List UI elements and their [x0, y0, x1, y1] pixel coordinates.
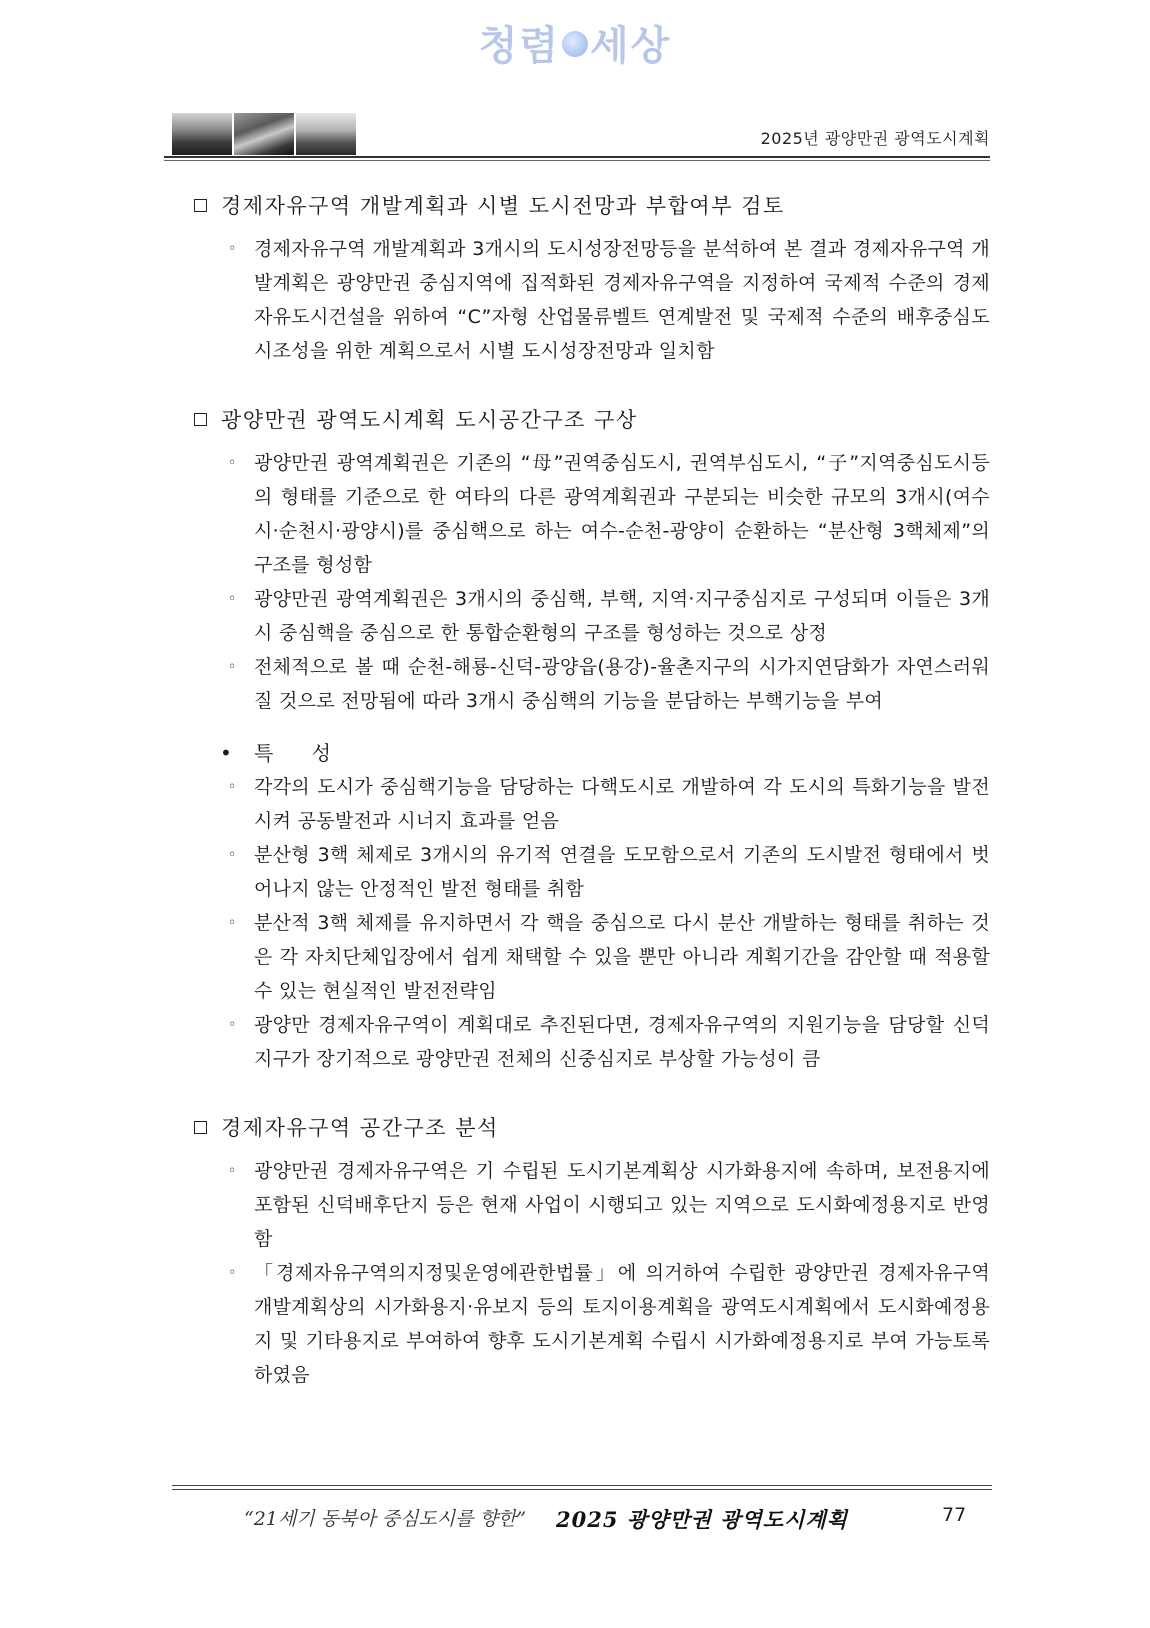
- list-item: ◦ 분산형 3핵 체제로 3개시의 유기적 연결을 도모함으로서 기존의 도시발전 형태에서 벗어나지 않는 안정적인 발전 형태를 취함: [194, 838, 990, 906]
- circle-bullet-icon: ◦: [228, 591, 237, 607]
- document-body: [194, 190, 990, 1392]
- checkbox-bullet-icon: [194, 1121, 207, 1134]
- list-item: ◦ 광양만 경제자유구역이 계획대로 추진된다면, 경제자유구역의 지원기능을 담당할 신덕지구가 장기적으로 광양만권 전체의 신중심지로 부상할 가능성이 큼: [194, 1008, 990, 1076]
- header-rule-thin: [164, 160, 990, 161]
- watermark-logo: [0, 14, 1150, 71]
- watermark-left: 청렴: [478, 23, 560, 69]
- list-item: ◦ 경제자유구역 개발계획과 3개시의 도시성장전망등을 분석하여 본 결과 경제자유구역 개발계획은 광양만권 중심지역에 집적화된 경제자유구역을 지정하여 국제적 수준의 경제자유도시건설을 위하여 “C”자형 산업물류벨트 연계발전 및 국제적 수준의 배후중심도시조성을 위한 계획으로서 시별 도시성장전망과 일치함: [194, 232, 990, 368]
- header-photo-2: [234, 113, 294, 155]
- circle-bullet-icon: ◦: [228, 915, 237, 931]
- list-item: ◦ 전체적으로 볼 때 순천-해룡-신덕-광양읍(용강)-율촌지구의 시가지연담화가 자연스러워 질 것으로 전망됨에 따라 3개시 중심핵의 기능을 분담하는 부핵기능을 부여: [194, 650, 990, 718]
- circle-bullet-icon: ◦: [228, 847, 237, 863]
- globe-icon: [562, 31, 588, 57]
- list-item: ◦ 광양만권 광역계획권은 기존의 “母”권역중심도시, 권역부심도시, “子”지역중심도시등의 형태를 기준으로 한 여타의 다른 광역계획권과 구분되는 비슷한 규모의 3개시(여수시·순천시·광양시)를 중심핵으로 하는 여수-순천-광양이 순환하는 “분산형 3핵체제”의 구조를 형성함: [194, 446, 990, 582]
- circle-bullet-icon: ◦: [228, 241, 237, 257]
- header-title: 2025년 광양만권 광역도시계획: [760, 129, 990, 148]
- list-item: ◦ 「경제자유구역의지정및운영에관한법률」에 의거하여 수립한 광양만권 경제자유구역 개발계획상의 시가화용지·유보지 등의 토지이용계획을 광역도시계획에서 도시화예정용지 및 기타용지로 부여하여 향후 도시기본계획 수립시 시가화예정용지로 부여 가능토록 하였음: [194, 1256, 990, 1392]
- watermark-right: 세상: [590, 23, 672, 69]
- page-number: 77: [942, 1504, 967, 1526]
- list-item: ◦ 분산적 3핵 체제를 유지하면서 각 핵을 중심으로 다시 분산 개발하는 형태를 취하는 것은 각 자치단체입장에서 쉽게 채택할 수 있을 뿐만 아니라 계획기간을 감안할 때 적용할 수 있는 현실적인 발전전략임: [194, 906, 990, 1008]
- header-photo-1: [172, 113, 232, 155]
- circle-bullet-icon: ◦: [228, 1017, 237, 1033]
- circle-bullet-icon: ◦: [228, 1163, 237, 1179]
- list-item: ◦ 광양만권 경제자유구역은 기 수립된 도시기본계획상 시가화용지에 속하며, 보전용지에 포함된 신덕배후단지 등은 현재 사업이 시행되고 있는 지역으로 도시화예정용지로 반영함: [194, 1154, 990, 1256]
- footer-rule: [172, 1485, 992, 1486]
- checkbox-bullet-icon: [194, 413, 207, 426]
- footer-rule-second: [172, 1489, 992, 1490]
- header-rule: [164, 156, 990, 158]
- section-heading: 경제자유구역 개발계획과 시별 도시전망과 부합여부 검토: [194, 190, 990, 220]
- subheading: • 특 성: [194, 736, 990, 770]
- circle-bullet-icon: ◦: [228, 1265, 237, 1281]
- circle-bullet-icon: ◦: [228, 779, 237, 795]
- circle-bullet-icon: ◦: [228, 659, 237, 675]
- footer-title: 2025 광양만권 광역도시계획: [556, 1507, 848, 1532]
- circle-bullet-icon: ◦: [228, 455, 237, 471]
- section-heading: 경제자유구역 공간구조 분석: [194, 1112, 990, 1142]
- checkbox-bullet-icon: [194, 199, 207, 212]
- footer-slogan: “21세기 동북아 중심도시를 향한”: [244, 1508, 526, 1530]
- section-heading: 광양만권 광역도시계획 도시공간구조 구상: [194, 404, 990, 434]
- list-item: ◦ 각각의 도시가 중심핵기능을 담당하는 다핵도시로 개발하여 각 도시의 특화기능을 발전시켜 공동발전과 시너지 효과를 얻음: [194, 770, 990, 838]
- list-item: ◦ 광양만권 광역계획권은 3개시의 중심핵, 부핵, 지역·지구중심지로 구성되며 이들은 3개시 중심핵을 중심으로 한 통합순환형의 구조를 형성하는 것으로 상정: [194, 582, 990, 650]
- header-photo-3: [296, 113, 356, 155]
- dot-bullet-icon: •: [220, 741, 232, 765]
- header-photo-strip: [172, 113, 358, 155]
